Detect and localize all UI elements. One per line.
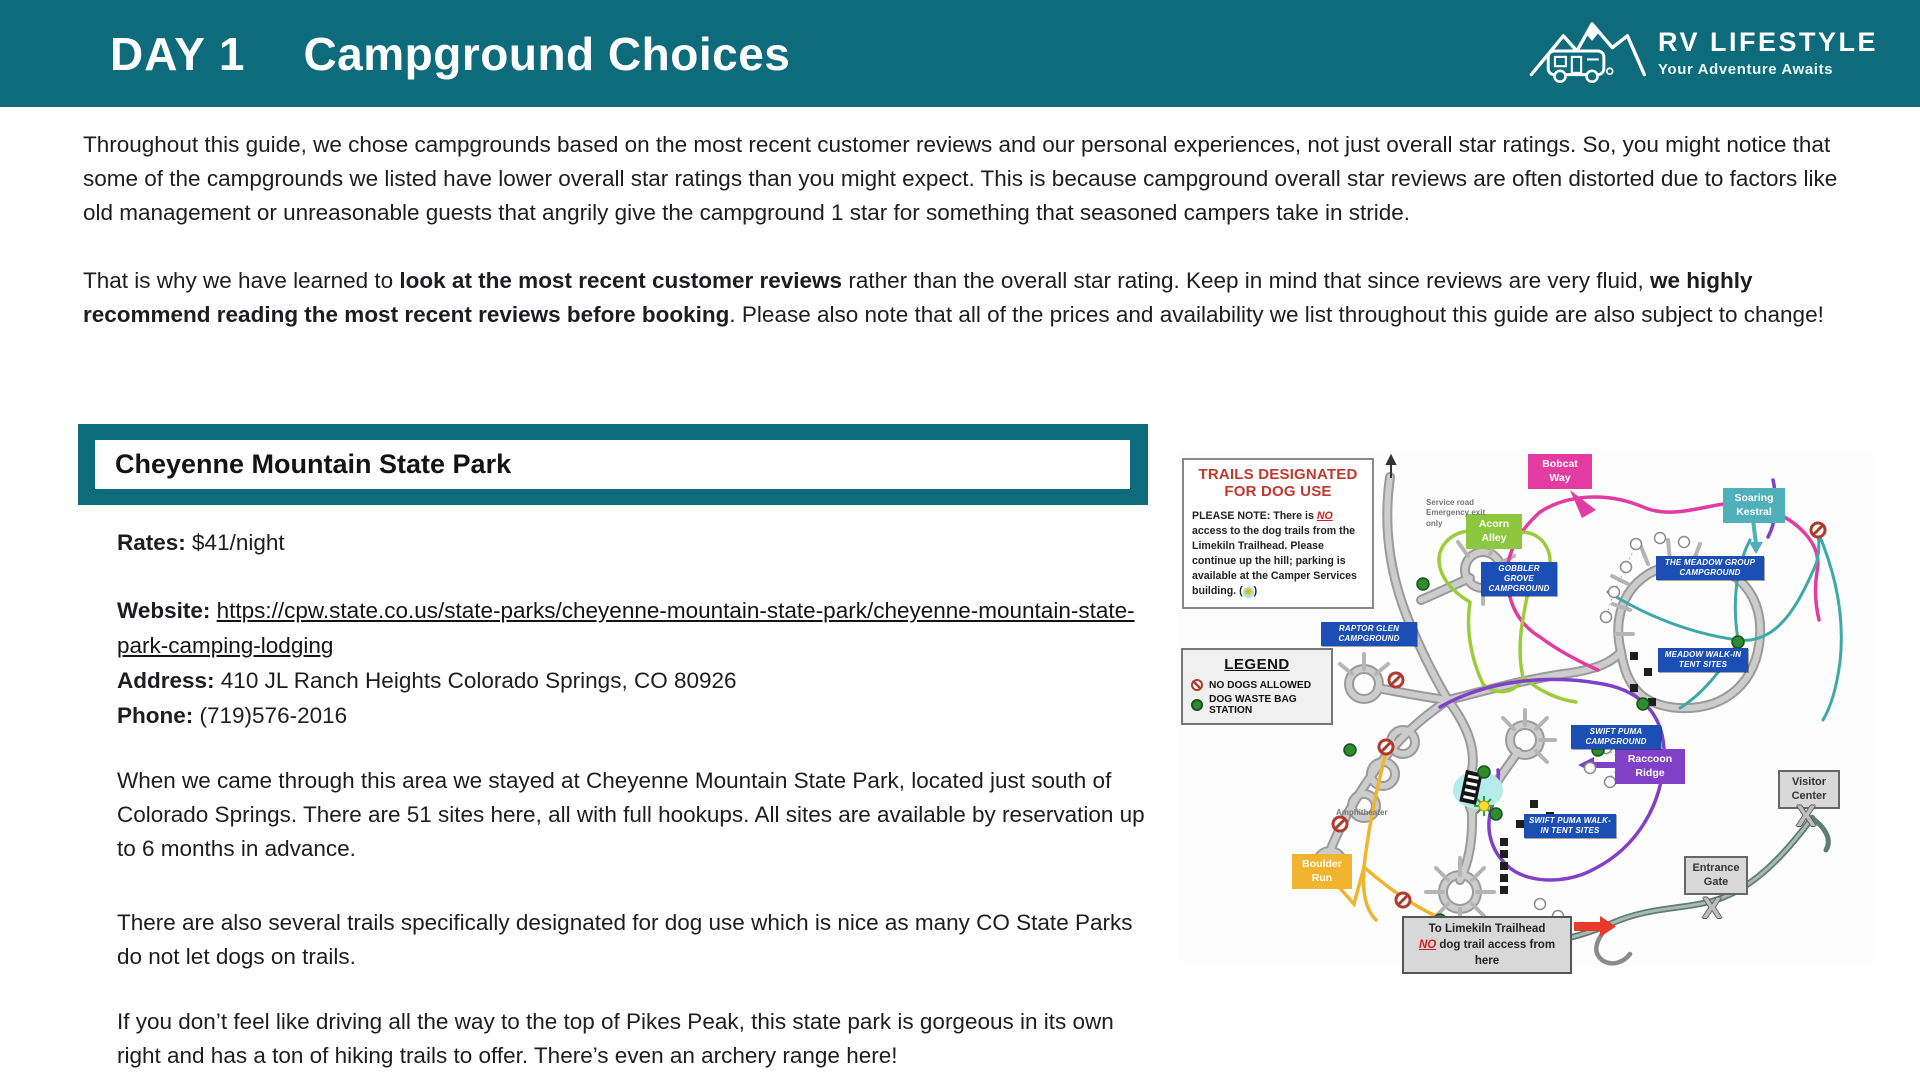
limekiln-line1: To Limekiln Trailhead — [1428, 923, 1546, 935]
note-body-1: PLEASE NOTE: There is — [1192, 509, 1317, 522]
label-boulder-run: Boulder Run — [1292, 854, 1352, 889]
legend-item-dog-waste — [1191, 694, 1323, 716]
brand-logo — [1528, 0, 1878, 107]
trail-yellow-boulder-run — [1330, 752, 1438, 920]
address-value: 410 JL Ranch Heights Colorado Springs, CO 80926 — [220, 668, 737, 693]
intro-section — [83, 128, 1873, 332]
label-swift-puma-cg: SWIFT PUMA CAMPGROUND — [1571, 725, 1661, 749]
sun-icon-small: ✸ — [1244, 586, 1252, 597]
label-meadow-group: THE MEADOW GROUP CAMPGROUND — [1656, 556, 1764, 580]
legend-title: LEGEND — [1224, 656, 1290, 673]
header-bar — [0, 0, 1920, 107]
entrance-gate-x-mark: X — [1702, 892, 1723, 925]
label-bobcat-way: Bobcat Way — [1528, 454, 1592, 489]
rates-label: Rates: — [117, 530, 186, 555]
visitor-center-x-mark: X — [1796, 800, 1817, 833]
phone-label: Phone: — [117, 703, 194, 728]
campground-name: Cheyenne Mountain State Park — [115, 449, 512, 479]
note-no: NO — [1316, 509, 1333, 522]
legend-item-no-dogs — [1191, 679, 1323, 691]
limekiln-no: NO — [1418, 939, 1437, 952]
phone-value: (719)576-2016 — [199, 703, 348, 728]
campground-title-box — [78, 424, 1148, 505]
address-line — [117, 663, 1155, 698]
brand-name: RV LIFESTYLE — [1657, 27, 1878, 57]
dog-waste-icon — [1191, 699, 1203, 711]
intro-p2-part3: . Please also note that all of the prices and availability we list throughout this guide are also subject to change! — [729, 302, 1824, 327]
label-meadow-walkin: MEADOW WALK-IN TENT SITES — [1658, 648, 1748, 672]
label-entrance-gate: Entrance Gate — [1684, 856, 1748, 895]
amphitheater-label: Amphitheater — [1336, 808, 1388, 817]
note-body-2: access to the dog trails from the Limekiln Trailhead. Please continue up the hill; parking is available at the Camper Services building. ( — [1192, 524, 1357, 597]
note-body-3: ) — [1253, 584, 1258, 597]
map-legend — [1181, 648, 1333, 725]
no-dogs-icon — [1191, 679, 1203, 691]
website-label: Website: — [117, 598, 211, 623]
label-soaring-kestral: Soaring Kestral — [1723, 488, 1785, 523]
label-acorn-alley: Acorn Alley — [1466, 514, 1522, 549]
map-note-title: TRAILS DESIGNATED FOR DOG USE — [1198, 466, 1358, 500]
intro-p2-part1: That is why we have learned to — [83, 268, 400, 293]
phone-line — [117, 698, 1155, 733]
website-link[interactable]: https://cpw.state.co.us/state-parks/cheyenne-mountain-state-park/cheyenne-mountain-state-park-camping-lodging — [117, 598, 1135, 658]
service-road-line2: Emergency exit only — [1426, 508, 1486, 528]
page-title-text: Campground Choices — [303, 27, 791, 80]
address-label: Address: — [117, 668, 215, 693]
contact-block — [117, 593, 1155, 733]
label-gobbler-grove: GOBBLER GROVE CAMPGROUND — [1481, 562, 1557, 596]
rates-value: $41/night — [192, 530, 285, 555]
intro-p2-part2: rather than the overall star rating. Keep in mind that since reviews are very fluid, — [842, 268, 1650, 293]
limekiln-note — [1402, 916, 1572, 974]
bobcat-way-arrow — [1570, 490, 1596, 518]
campground-paragraph-1: When we came through this area we stayed at Cheyenne Mountain State Park, located just south of Colorado Springs. There are 51 sites here, all with full hookups. All sites are available by reservation up to 6 months in advance. — [117, 768, 1145, 861]
map-note-box — [1182, 458, 1374, 609]
label-visitor-center: Visitor Center — [1778, 770, 1840, 809]
no-dogs-markers — [1333, 523, 1825, 907]
campground-map — [1178, 452, 1873, 967]
raccoon-ridge-arrow — [1578, 757, 1615, 773]
service-road-note — [1426, 498, 1496, 529]
brand-tagline: Your Adventure Awaits — [1657, 61, 1834, 78]
day-label: DAY 1 — [110, 27, 246, 80]
campground-title-inner — [95, 440, 1130, 489]
legend-label-dog-waste: DOG WASTE BAG STATION — [1209, 694, 1297, 716]
label-raccoon-ridge: Raccoon Ridge — [1615, 749, 1685, 784]
label-swift-puma-walkin: SWIFT PUMA WALK-IN TENT SITES — [1524, 814, 1616, 838]
map-note-body — [1192, 509, 1364, 599]
rates-line — [117, 525, 1155, 560]
intro-p2-bold1: look at the most recent customer reviews — [399, 268, 843, 293]
service-road-line1: Service road — [1426, 498, 1475, 507]
intro-paragraph-1 — [83, 128, 1873, 230]
campground-details — [117, 525, 1155, 1073]
rv-mountains-icon — [1528, 10, 1646, 97]
campground-paragraph-3: If you don’t feel like driving all the way to the top of Pikes Peak, this state park is gorgeous in its own right and has a ton of hiking trails to offer. There’s even an archery range here! — [117, 1009, 1114, 1068]
intro-paragraph-2 — [83, 264, 1873, 332]
page-title — [110, 0, 790, 107]
limekiln-line2 — [1410, 937, 1564, 969]
limekiln-line2-text: dog trail access from here — [1436, 939, 1556, 968]
legend-label-no-dogs: NO DOGS ALLOWED — [1209, 679, 1312, 691]
label-raptor-glen: RAPTOR GLEN CAMPGROUND — [1321, 622, 1417, 646]
intro-p2-bold2: we highly recommend reading the most recent reviews before booking — [83, 268, 1753, 327]
campground-paragraph-2: There are also several trails specifically designated for dog use which is nice as many CO State Parks do not let dogs on trails. — [117, 910, 1133, 969]
brand-text — [1658, 29, 1878, 78]
website-line — [117, 593, 1155, 663]
soaring-kestral-arrow — [1749, 520, 1763, 554]
intro-paragraph-1-text: Throughout this guide, we chose campgrounds based on the most recent customer reviews and our personal experiences, not just overall star ratings. So, you might notice that some of the campgrounds we listed have lower overall star ratings than you might expect. This is because campground overall star reviews are often distorted due to factors like old management or unreasonable guests that angrily give the campground 1 star for something that seasoned campers take in stride. — [83, 132, 1838, 225]
